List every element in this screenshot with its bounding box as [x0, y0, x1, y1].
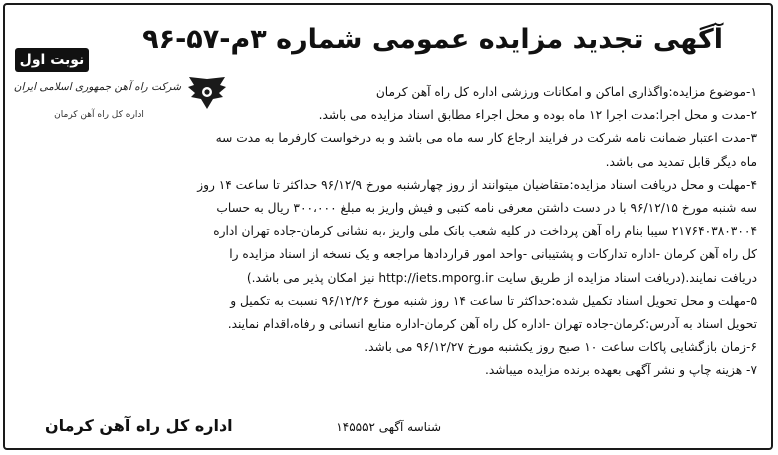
notice-line: ۶-زمان بازگشایی پاکات ساعت ۱۰ صبح روز یکشنبه مورخ ۹۶/۱۲/۲۷ می باشد. [364, 340, 757, 355]
company-name: شرکت راه آهن جمهوری اسلامی ایران [13, 81, 181, 93]
notice-line: سه شنبه مورخ ۹۶/۱۲/۱۵ با در دست داشتن معرفی نامه کتبی و فیش واریز به مبلغ ۳۰۰،۰۰۰ ریال به حساب [216, 200, 757, 215]
round-badge: نوبت اول [15, 48, 89, 72]
notice-line: ۵-مهلت و محل تحویل اسناد تکمیل شده:حداکثر تا ساعت ۱۴ روز شنبه مورخ ۹۶/۱۲/۲۶ نسبت به تکمیل و [230, 293, 757, 308]
notice-line: ۳-مدت اعتبار ضمانت نامه شرکت در فرایند ارجاع کار سه ماه می باشد و به درخواست کارفرما به مدت سه [215, 131, 757, 146]
notice-line: ۲۱۷۶۴۰۳۸۰۳۰۰۴ سیبا بنام راه آهن پرداخت در کلیه شعب بانک ملی واریز ،به نشانی کرمان-جاده تهران اداره [213, 224, 757, 239]
issuing-organization: اداره کل راه آهن کرمان [45, 416, 233, 435]
notice-title: آگهی تجدید مزایده عمومی شماره ۳م-۵۷-۹۶ [142, 24, 723, 55]
notice-id: شناسه آگهی ۱۴۵۵۵۲ [336, 420, 441, 434]
notice-line: کل راه آهن کرمان -اداره تدارکات و پشتیبانی -واحد امور قراردادها مراجعه و یک نسخه از اسناد مزایده را [229, 247, 757, 262]
notice-line: تحویل اسناد به آدرس:کرمان-جاده تهران -اداره کل راه آهن کرمان-اداره منابع انسانی و رفاه،اقدام نمایند. [227, 316, 757, 331]
notice-line: ۱-موضوع مزایده:واگذاری اماکن و امکانات ورزشی اداره کل راه آهن کرمان [375, 85, 757, 99]
notice-line: ۷- هزینه چاپ و نشر آگهی بعهده برنده مزایده میباشد. [485, 363, 757, 378]
notice-line: ماه دیگر قابل تمدید می باشد. [605, 154, 757, 169]
notice-line: ۴-مهلت و محل دریافت اسناد مزایده:متقاضیان میتوانند از روز چهارشنبه مورخ ۹۶/۱۲/۹ حداکثر تا ساعت ۱۴ روز [197, 177, 757, 192]
notice-body [7, 81, 757, 382]
notice-footer [45, 414, 441, 440]
notice-line: ۲-مدت و محل اجرا:مدت اجرا ۱۲ ماه بوده و محل اجراء مطابق اسناد مزایده می باشد. [318, 108, 757, 123]
department-name: اداره کل راه آهن کرمان [54, 110, 144, 120]
notice-line: دریافت نمایند.(دریافت اسناد مزایده از طریق سایت http://iets.mporg.ir نیز امکان پذیر می باشد.) [246, 270, 757, 285]
notice-frame [3, 3, 773, 450]
